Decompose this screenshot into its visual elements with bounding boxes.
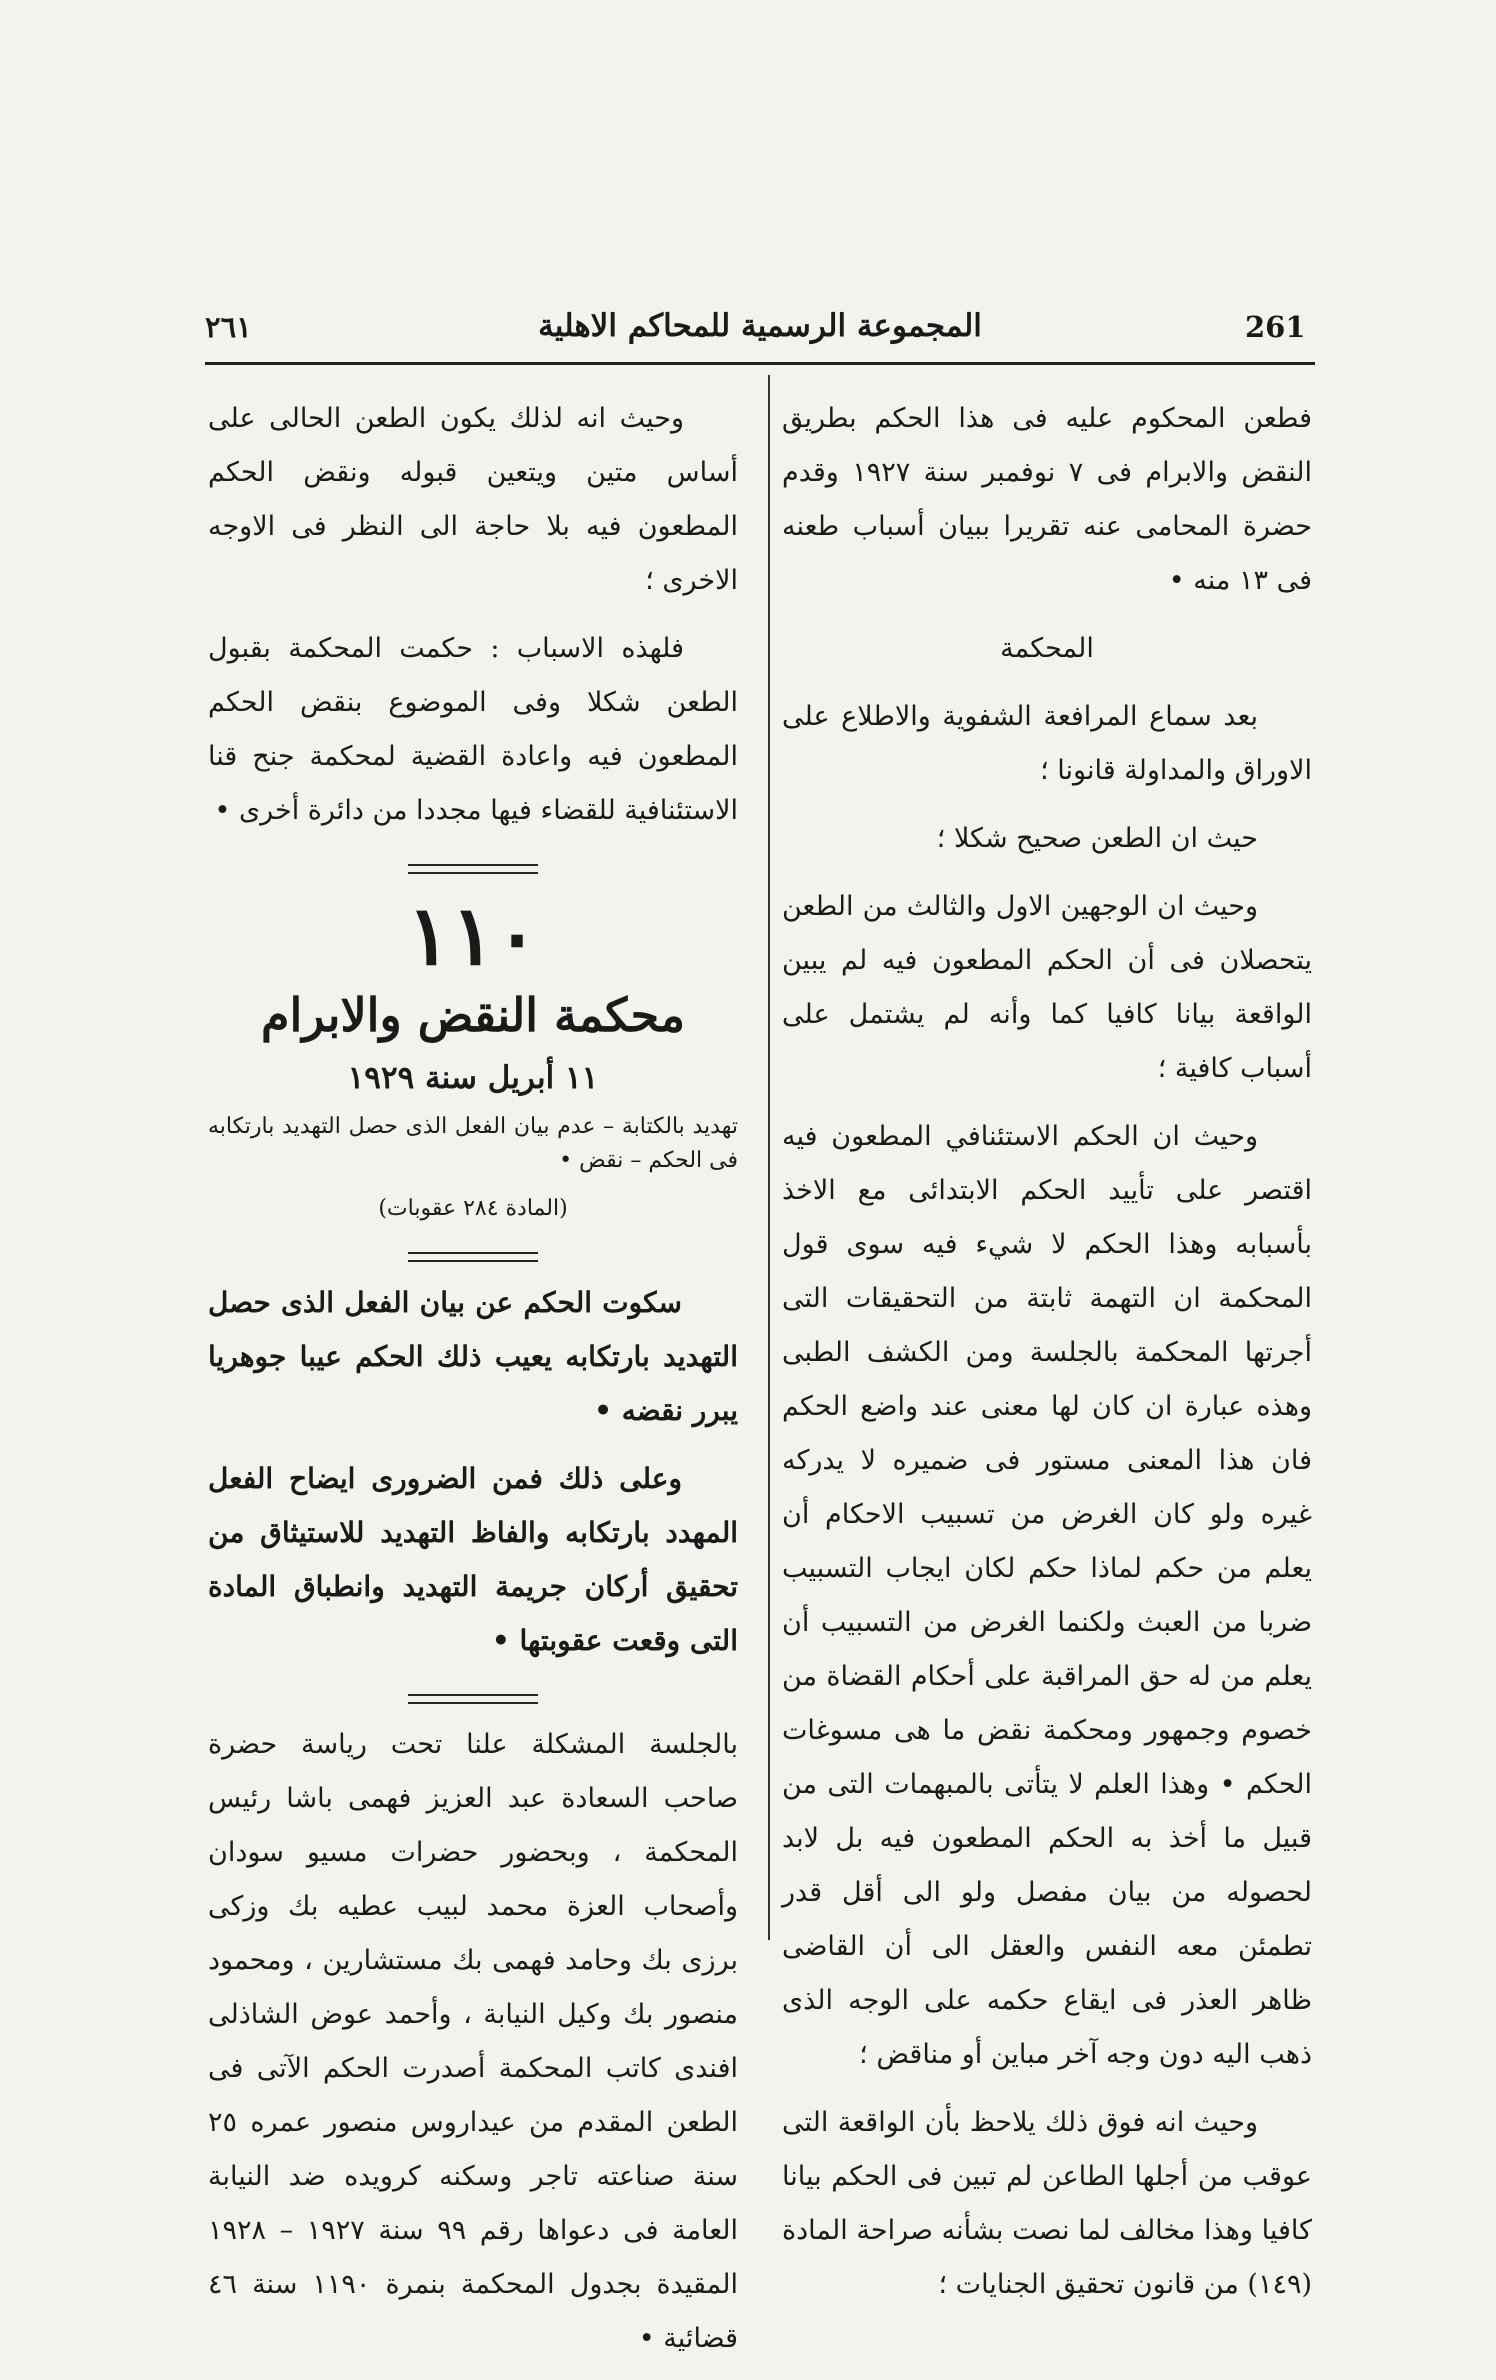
section-heading: المحكمة: [1000, 633, 1094, 664]
double-rule-separator: [408, 1694, 538, 1704]
paragraph: حيث ان الطعن صحيح شكلا ؛: [936, 823, 1258, 854]
paragraph: بعد سماع المرافعة الشفوية والاطلاع على الاوراق والمداولة قانونا ؛: [782, 701, 1312, 786]
page-number-latin: 261: [1245, 310, 1306, 344]
right-column: [782, 392, 1312, 2326]
paragraph: وحيث انه لذلك يكون الطعن الحالى على أساس متين ويتعين قبوله ونقض الحكم المطعون فيه بلا حاجة الى النظر فى الاوجه الاخرى ؛: [208, 403, 738, 596]
case-number: ١١٠: [406, 888, 540, 984]
paragraph: بالجلسة المشكلة علنا تحت رياسة حضرة صاحب السعادة عبد العزيز فهمى باشا رئيس المحكمة ، وبحضور حضرات مسيو سودان وأصحاب العزة محمد لبيب عطيه بك وزكى برزى بك وحامد فهمى بك مستشارين ، ومحمود منصور بك وكيل النيابة ، وأحمد عوض الشاذلى افندى كاتب المحكمة أصدرت الحكم الآتى فى الطعن المقدم من عيداروس منصور عمره ٢٥ سنة صناعته تاجر وسكنه كرويده ضد النيابة العامة فى دعواها رقم ٩٩ سنة ١٩٢٧ – ١٩٢٨ المقيدة بجدول المحكمة بنمرة ١١٩٠ سنة ٤٦ قضائية •: [208, 1729, 739, 2354]
double-rule-separator: [408, 864, 538, 874]
left-column: [208, 392, 738, 2380]
headnote: سكوت الحكم عن بيان الفعل الذى حصل التهديد بارتكابه يعيب ذلك الحكم عيبا جوهريا يبرر نقضه •: [208, 1286, 738, 1427]
article-reference: (المادة ٢٨٤ عقوبات): [378, 1196, 568, 1221]
header-rule: [205, 362, 1315, 365]
ruling-date: ١١ أبريل سنة ١٩٢٩: [347, 1060, 599, 1096]
page-number-arabic: ٢٦١: [205, 310, 252, 344]
paragraph: فطعن المحكوم عليه فى هذا الحكم بطريق النقض والابرام فى ٧ نوفمبر سنة ١٩٢٧ وقدم حضرة المحامى عنه تقريرا ببيان أسباب طعنه فى ١٣ منه •: [782, 403, 1312, 596]
double-rule-separator: [408, 1252, 538, 1262]
column-divider: [768, 375, 770, 1940]
paragraph: فلهذه الاسباب : حكمت المحكمة بقبول الطعن شكلا وفى الموضوع بنقض الحكم المطعون فيه واعادة القضية لمحكمة جنح قنا الاستئنافية للقضاء فيها مجددا من دائرة أخرى •: [208, 633, 738, 826]
case-summary: تهديد بالكتابة – عدم بيان الفعل الذى حصل التهديد بارتكابه فى الحكم – نقض •: [208, 1114, 738, 1173]
running-title: المجموعة الرسمية للمحاكم الاهلية: [538, 308, 982, 344]
headnote: وعلى ذلك فمن الضرورى ايضاح الفعل المهدد بارتكابه والفاظ التهديد للاستيثاق من تحقيق أركان جريمة التهديد وانطباق المادة التى وقعت عقوبتها •: [208, 1462, 738, 1657]
page-header: [205, 302, 1315, 360]
paragraph: وحيث ان الحكم الاستئنافي المطعون فيه اقتصر على تأييد الحكم الابتدائى مع الاخذ بأسبابه وهذا الحكم لا شيء فيه سوى قول المحكمة ان التهمة ثابتة من التحقيقات التى أجرتها المحكمة بالجلسة ومن الكشف الطبى وهذه عبارة ان كان لها معنى عند واضع الحكم فان هذا المعنى مستور فى ضميره لا يدركه غيره ولو كان الغرض من تسبيب الاحكام أن يعلم من حكم لماذا حكم لكان ايجاب التسبيب ضربا من العبث ولكنما الغرض من التسبيب أن يعلم من له حق المراقبة على أحكام القضاة من خصوم وجمهور ومحكمة نقض ما هى مسوغات الحكم • وهذا العلم لا يتأتى بالمبهمات التى من قبيل ما أخذ به الحكم المطعون فيه بل لابد لحصوله من بيان مفصل ولو الى أقل قدر تطمئن معه النفس والعقل الى أن القاضى ظاهر العذر فى ايقاع حكمه على الوجه الذى ذهب اليه دون وجه آخر مباين أو مناقض ؛: [782, 1121, 1312, 2070]
court-name: محكمة النقض والابرام: [261, 988, 685, 1042]
paragraph: وحيث ان الوجهين الاول والثالث من الطعن يتحصلان فى أن الحكم المطعون فيه لم يبين الواقعة بيانا كافيا كما وأنه لم يشتمل على أسباب كافية ؛: [782, 891, 1312, 1084]
paragraph: وحيث انه فوق ذلك يلاحظ بأن الواقعة التى عوقب من أجلها الطاعن لم تبين فى الحكم بيانا كافيا وهذا مخالف لما نصت بشأنه صراحة المادة (١٤٩) من قانون تحقيق الجنايات ؛: [782, 2107, 1312, 2300]
